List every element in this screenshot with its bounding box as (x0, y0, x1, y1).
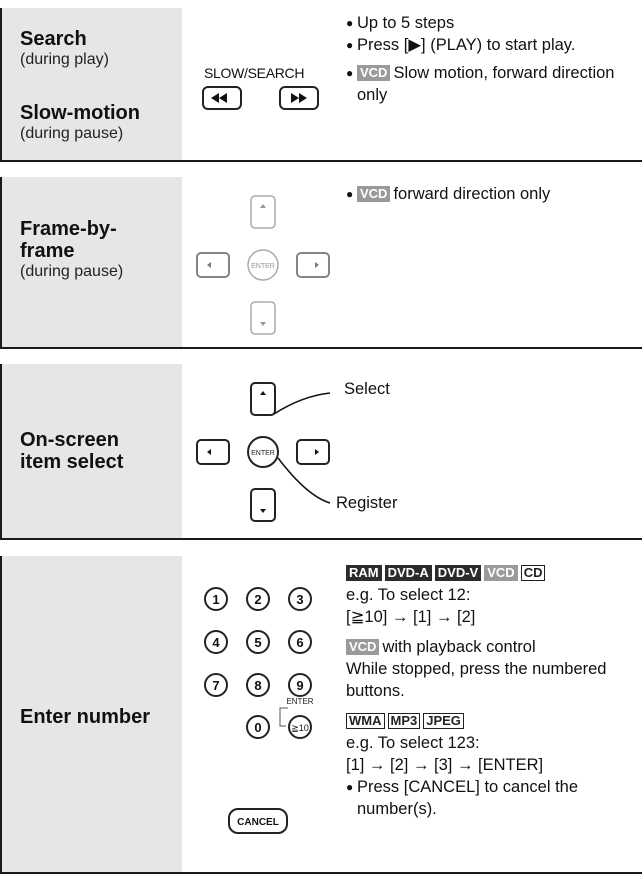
search-note-3: Slow motion, forward direction only (357, 64, 615, 104)
key-7[interactable] (205, 674, 227, 696)
up-button[interactable] (251, 196, 275, 228)
badge-dvd-a: DVD-A (385, 565, 432, 581)
search-section (0, 8, 642, 162)
frame-cursor-pad (192, 191, 334, 341)
fast-forward-button[interactable] (280, 87, 318, 109)
vcd-badge: VCD (357, 65, 390, 81)
down-button[interactable] (251, 489, 275, 521)
svg-text:9: 9 (296, 678, 304, 693)
enter-number-notes: RAM DVD-A DVD-V VCD CD e.g. To select 12: [≧10] → [1] → [2] VCD with playback control While stopped, press the numbered buttons. WMA MP3 JPEG e.g. To select 123: [1] → [2] → [3] → [ENTER] ● Press [CANCEL] to cancel the number(s). (334, 556, 642, 872)
enter-button[interactable] (248, 437, 278, 467)
up-button[interactable] (251, 383, 275, 415)
onscreen-title-line2: item select (20, 451, 124, 473)
slow-search-label: SLOW/SEARCH (204, 65, 305, 81)
frame-notes: ● VCD forward direction only (346, 185, 551, 203)
frame-button-cell (182, 177, 334, 347)
frame-title-sub: (during pause) (20, 263, 124, 280)
frame-title: Frame-by-frame (20, 218, 117, 262)
vcd-badge: VCD (346, 639, 379, 655)
onscreen-label-cell (2, 364, 182, 538)
search-notes: ● Up to 5 steps ● Press [▶] (PLAY) to start play. ● VCD Slow motion, forward direction only (346, 14, 615, 104)
svg-text:7: 7 (212, 678, 220, 693)
disc-type-badges (346, 562, 642, 584)
enter-button-label: ENTER (251, 450, 275, 457)
onscreen-cursor-pad (192, 378, 452, 528)
badge-cd: CD (521, 565, 546, 581)
example-2: e.g. To select 123: (346, 734, 480, 752)
enter-button[interactable] (248, 250, 278, 280)
key-6[interactable] (289, 631, 311, 653)
enter-number-label-cell (2, 556, 182, 872)
badge-mp3: MP3 (388, 713, 421, 729)
key-8[interactable] (247, 674, 269, 696)
enter-bracket-line (280, 708, 288, 726)
register-label: Register (336, 494, 398, 512)
svg-text:8: 8 (254, 678, 262, 693)
keypad-enter-label: ENTER (286, 697, 314, 706)
search-label-cell (2, 8, 182, 160)
svg-text:5: 5 (254, 635, 262, 650)
badge-vcd: VCD (484, 565, 517, 581)
slow-motion-title-sub: (during pause) (20, 125, 124, 142)
file-type-badges (346, 710, 642, 732)
select-leader-line (274, 393, 330, 414)
sequence-2: [1] → [2] → [3] → [ENTER] (346, 756, 544, 774)
frame-note: forward direction only (393, 185, 551, 203)
vcd-note: with playback control (382, 638, 536, 656)
frame-label-cell (2, 177, 182, 347)
slow-motion-title: Slow-motion (20, 102, 140, 124)
enter-number-title: Enter number (20, 706, 151, 728)
svg-text:1: 1 (212, 592, 220, 607)
svg-text:6: 6 (296, 635, 304, 650)
key-0[interactable] (247, 716, 269, 738)
slow-search-buttons (200, 84, 330, 116)
search-note-2: Press [▶] (PLAY) to start play. (357, 36, 576, 54)
svg-text:2: 2 (254, 592, 262, 607)
badge-ram: RAM (346, 565, 382, 581)
left-button[interactable] (197, 440, 229, 464)
down-button[interactable] (251, 302, 275, 334)
search-title: Search (20, 28, 87, 50)
svg-text:3: 3 (296, 592, 304, 607)
onscreen-title-line1: On-screen (20, 429, 119, 451)
enter-button-label: ENTER (251, 263, 275, 270)
badge-jpeg: JPEG (423, 713, 464, 729)
left-button[interactable] (197, 253, 229, 277)
frame-section (0, 177, 642, 349)
stopped-note: While stopped, press the numbered buttons. (346, 660, 607, 700)
key-1[interactable] (205, 588, 227, 610)
right-button[interactable] (297, 253, 329, 277)
onscreen-section (0, 364, 642, 540)
key-4[interactable] (205, 631, 227, 653)
example-1: e.g. To select 12: (346, 586, 471, 604)
search-button-cell (182, 8, 334, 160)
number-keypad (192, 576, 332, 866)
cancel-button[interactable] (229, 809, 287, 833)
right-button[interactable] (297, 440, 329, 464)
key-5[interactable] (247, 631, 269, 653)
enter-number-section (0, 556, 642, 874)
key-3[interactable] (289, 588, 311, 610)
rewind-button[interactable] (203, 87, 241, 109)
key-9[interactable] (289, 674, 311, 696)
key-10-plus[interactable] (289, 716, 311, 738)
svg-text:0: 0 (254, 720, 262, 735)
cancel-note: Press [CANCEL] to cancel the number(s). (357, 778, 579, 818)
cancel-button-label: CANCEL (237, 817, 279, 828)
search-title-sub: (during play) (20, 51, 109, 68)
sequence-1: [≧10] → [1] → [2] (346, 608, 476, 626)
svg-text:4: 4 (212, 635, 220, 650)
svg-text:≧10: ≧10 (291, 723, 309, 733)
vcd-badge: VCD (357, 186, 390, 202)
badge-dvd-v: DVD-V (435, 565, 481, 581)
select-label: Select (344, 380, 390, 398)
search-note-1: Up to 5 steps (357, 14, 455, 32)
badge-wma: WMA (346, 713, 385, 729)
key-2[interactable] (247, 588, 269, 610)
